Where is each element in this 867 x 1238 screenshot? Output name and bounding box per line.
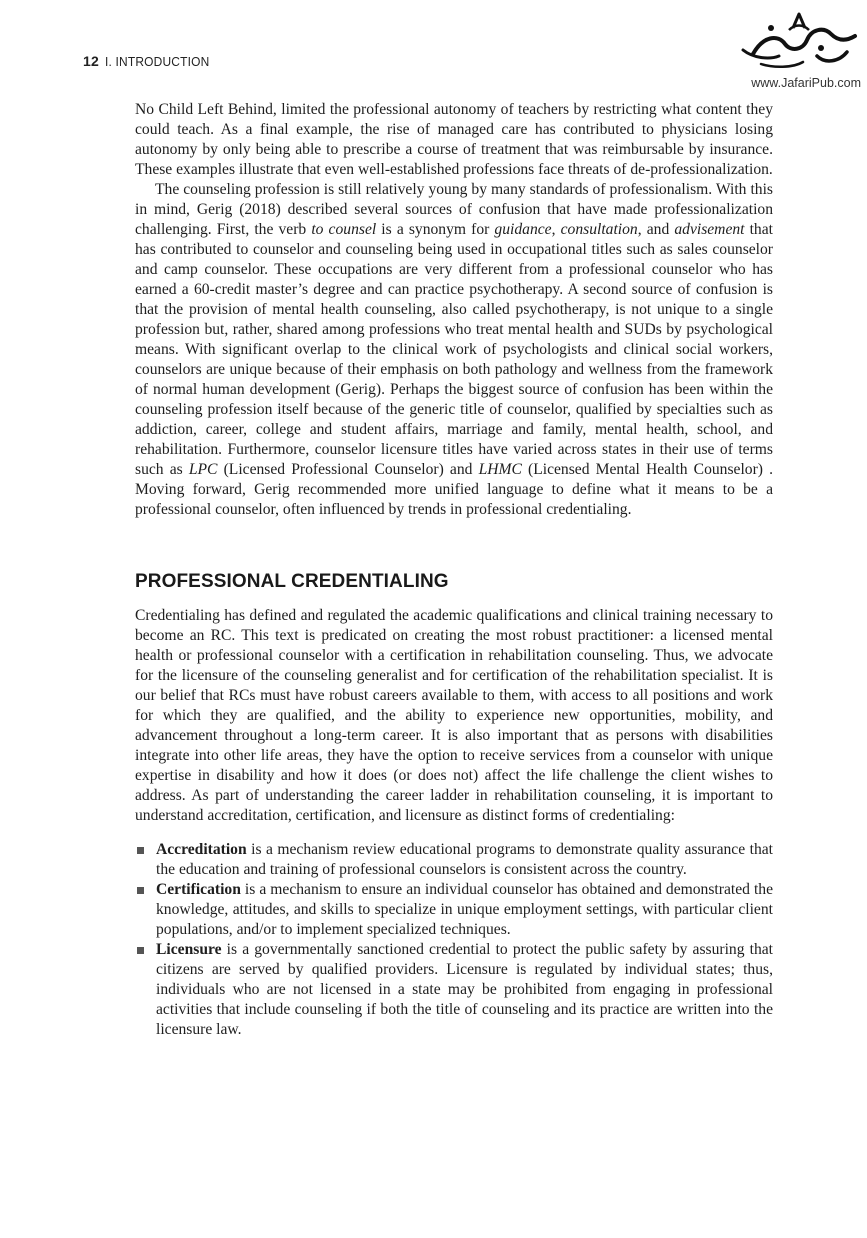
bullet-square-icon	[137, 847, 144, 854]
publisher-logo[interactable]	[733, 6, 861, 92]
list-item-certification: Certification is a mechanism to ensure an individual counselor has obtained and demonstrated the knowledge, attitudes, and skills to specialize in unique employment settings, with particular client populations, and/or to implement specialized techniques.	[135, 880, 773, 940]
paragraph-counseling-profession: The counseling profession is still relatively young by many standards of professionalism. With this in mind, Gerig (2018) described several sources of confusion that have made professionalization challenging. First, the verb to counsel is a synonym for guidance, consultation, and advisement that has contributed to counselor and counseling being used in occupational titles such as sales counselor and camp counselor. These occupations are very different from a professional counselor who has earned a 60-credit master’s degree and can practice psychotherapy. A second source of confusion is that the provision of mental health counseling, also called psychotherapy, is not unique to a single profession but, rather, shared among professions who treat mental health and SUDs by psychological means. With significant overlap to the clinical work of psychologists and clinical social workers, counselors are unique because of their emphasis on both pathology and wellness from the framework of normal human development (Gerig). Perhaps the biggest source of confusion has been within the counseling profession itself because of the generic title of counselor, qualified by specialties such as addiction, career, college and student affairs, marriage and family, mental health, school, and rehabilitation. Furthermore, counselor licensure titles have varied across states in their use of terms such as LPC (Licensed Professional Counselor) and LHMC (Licensed Mental Health Counselor) . Moving forward, Gerig recommended more unified language to define what it means to be a professional counselor, often influenced by trends in professional credentialing.	[135, 181, 774, 518]
section-heading: PROFESSIONAL CREDENTIALING	[135, 571, 449, 592]
section-label: I. INTRODUCTION	[104, 54, 210, 69]
page-body	[135, 100, 773, 1040]
page-number: 12	[83, 53, 99, 69]
calligraphy-logo-icon	[733, 6, 861, 76]
term-certification: Certification	[156, 881, 241, 898]
term-accreditation: Accreditation	[156, 841, 247, 858]
list-item-licensure: Licensure is a governmentally sanctioned credential to protect the public safety by assuring that citizens are served by qualified providers. Licensure is regulated by individual states; thus, individuals who are not licensed in a state may be prohibited from engaging in professional activities that include counseling if both the title of counseling and its practice are written into the licensure law.	[135, 940, 773, 1040]
logo-url-text: www.JafariPub.com	[751, 76, 861, 90]
credential-types-list	[135, 840, 773, 1040]
paragraph-credentialing-intro: Credentialing has defined and regulated the academic qualifications and clinical training necessary to become an RC. This text is predicated on creating the most robust practitioner: a licensed mental health or professional counselor with a certification in rehabilitation counseling. Thus, we advocate for the licensure of the counseling generalist and for certification of the rehabilitation specialist. It is our belief that RCs must have robust careers available to them, with access to all positions and work for which they are qualified, and the ability to experience new opportunities, mobility, and advancement throughout a long-term career. It is also important that as persons with disabilities integrate into other life areas, they have the option to receive services from a counselor with unique expertise in disability and how it does (or does not) affect the life challenge the client wishes to address. As part of understanding the career ladder in rehabilitation counseling, it is important to understand accreditation, certification, and licensure as distinct forms of credentialing:	[135, 607, 773, 824]
list-item-accreditation: Accreditation is a mechanism review educational programs to demonstrate quality assurance that the education and training of professional counselors is consistent across the country.	[135, 840, 773, 880]
term-licensure: Licensure	[156, 941, 222, 958]
bullet-square-icon	[137, 887, 144, 894]
paragraph-continuation: No Child Left Behind, limited the professional autonomy of teachers by restricting what content they could teach. As a final example, the rise of managed care has contributed to physicians losing autonomy by only being able to prescribe a course of treatment that was reimbursable by insurance. These examples illustrate that even well-established professions face threats of de-professionalization.	[135, 101, 773, 178]
running-header	[83, 53, 218, 69]
bullet-square-icon	[137, 947, 144, 954]
